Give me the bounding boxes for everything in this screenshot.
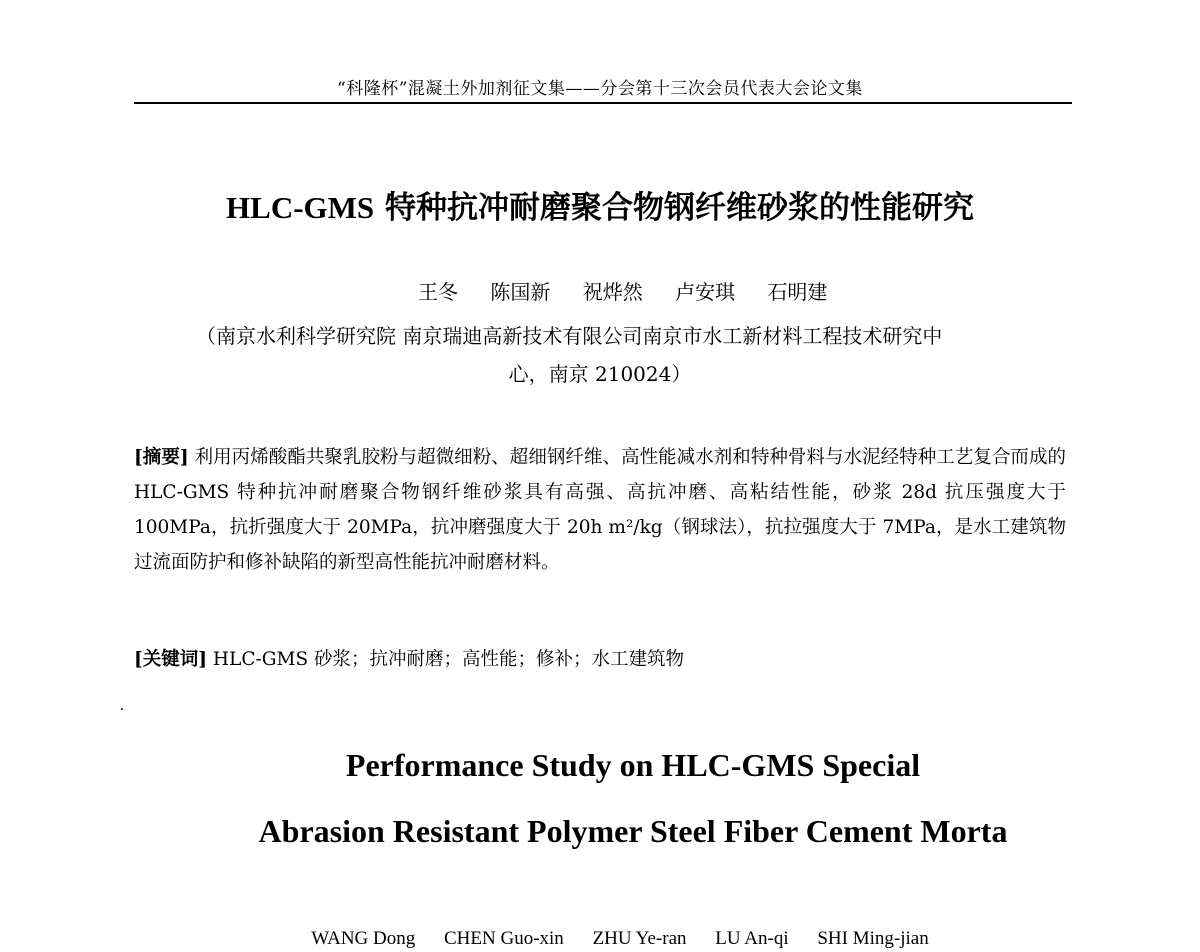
- affiliation-line-1: （南京水利科学研究院 南京瑞迪高新技术有限公司南京市水工新材料工程技术研究中: [196, 324, 943, 348]
- english-title-line-2: Abrasion Resistant Polymer Steel Fiber Cement Morta: [258, 813, 1008, 849]
- running-header: “科隆杯”混凝土外加剂征文集——分会第十三次会员代表大会论文集: [337, 79, 863, 99]
- author-cn: 卢安琪: [675, 280, 736, 304]
- author-en: WANG Dong: [311, 928, 416, 949]
- author-en: LU An-qi: [715, 928, 789, 949]
- chinese-title: [0, 182, 1200, 227]
- keywords-label: [关键词]: [134, 649, 208, 670]
- keywords: [134, 645, 1066, 671]
- english-title: [0, 732, 1200, 864]
- chinese-title-text: 特种抗冲耐磨聚合物钢纤维砂浆的性能研究: [374, 190, 974, 226]
- abstract-label: [摘要]: [134, 447, 189, 468]
- author-en: CHEN Guo-xin: [444, 928, 564, 949]
- chinese-title-latin: HLC-GMS: [226, 190, 375, 225]
- author-cn: 陈国新: [490, 280, 551, 304]
- header-rule: [134, 102, 1072, 104]
- author-cn: 王冬: [418, 280, 458, 304]
- author-cn: 石明建: [767, 280, 828, 304]
- english-authors: [0, 928, 1200, 950]
- abstract-text: 利用丙烯酸酯共聚乳胶粉与超微细粉、超细钢纤维、高性能减水剂和特种骨料与水泥经特种工艺复合而成的 HLC-GMS 特种抗冲耐磨聚合物钢纤维砂浆具有高强、高抗冲磨、高粘结性能，砂浆 28d 抗压强度大于 100MPa，抗折强度大于 20MPa，抗冲磨强度大于 20h m²/kg（钢球法），抗拉强度大于 7MPa，是水工建筑物过流面防护和修补缺陷的新型高性能抗冲耐磨材料。: [134, 447, 1066, 573]
- chinese-authors: [418, 276, 853, 305]
- stray-mark: [121, 708, 123, 710]
- author-en: SHI Ming-jian: [817, 928, 929, 949]
- abstract: [134, 440, 1066, 580]
- english-title-line-1: Performance Study on HLC-GMS Special: [345, 747, 921, 783]
- author-en: ZHU Ye-ran: [592, 928, 687, 949]
- affiliation-line-2: 心，南京 210024）: [508, 362, 692, 386]
- author-cn: 祝烨然: [582, 280, 643, 304]
- keywords-text: HLC-GMS 砂浆；抗冲耐磨；高性能；修补；水工建筑物: [207, 649, 684, 670]
